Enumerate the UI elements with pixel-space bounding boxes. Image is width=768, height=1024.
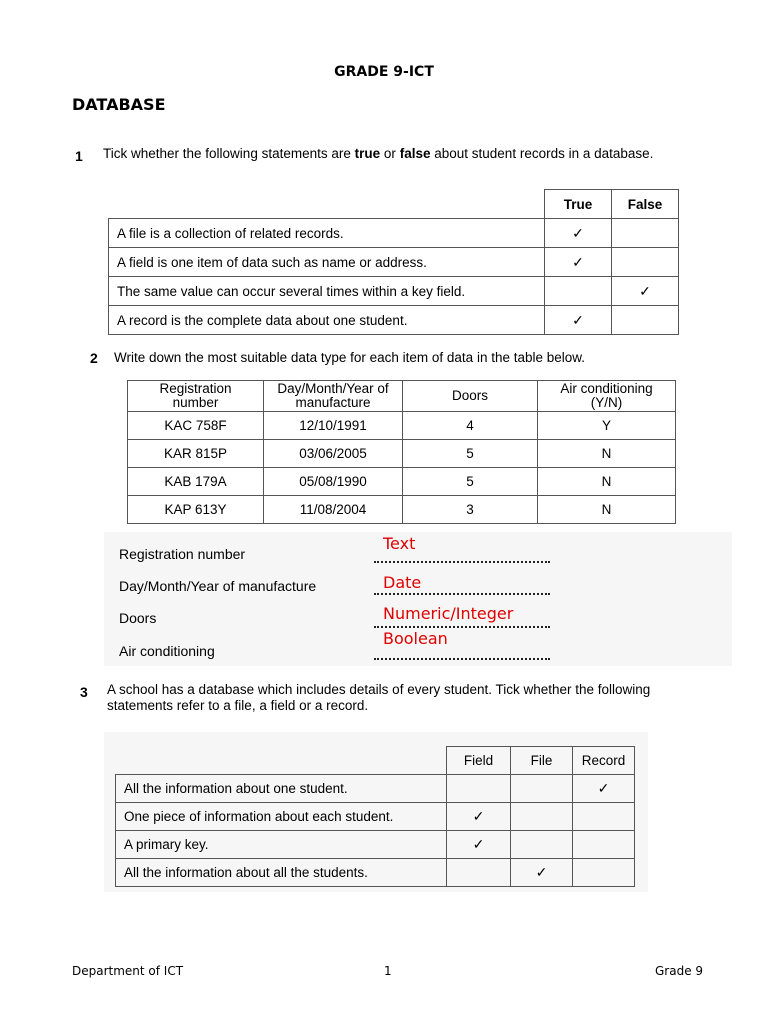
table-row	[116, 859, 635, 887]
header-doors	[403, 381, 538, 412]
q1-bold-true: true	[354, 146, 381, 161]
record-tick-cell[interactable]	[573, 859, 635, 887]
header-line: (Y/N)	[590, 395, 623, 410]
table-row	[109, 248, 679, 277]
question-2-text: Write down the most suitable data type for each item of data in the table below.	[114, 350, 586, 365]
cell-doors: 5	[403, 468, 538, 496]
table-header-row	[128, 381, 676, 412]
record-tick-cell[interactable]	[573, 831, 635, 859]
header-air-conditioning	[538, 381, 676, 412]
cell-air-conditioning: Y	[538, 412, 676, 440]
header-file: File	[511, 747, 573, 775]
true-tick-cell[interactable]: ✓	[545, 219, 612, 248]
true-tick-cell[interactable]	[545, 277, 612, 306]
table-row	[116, 831, 635, 859]
true-tick-cell[interactable]: ✓	[545, 306, 612, 335]
answer-date[interactable]: Date	[383, 573, 422, 592]
answer-label-doors: Doors	[119, 610, 157, 626]
header-date	[264, 381, 403, 412]
question-1-table	[108, 189, 679, 335]
question-3-table	[115, 746, 635, 887]
false-tick-cell[interactable]: ✓	[612, 277, 679, 306]
question-2-number: 2	[90, 350, 98, 366]
field-tick-cell[interactable]: ✓	[447, 831, 511, 859]
table-row	[128, 412, 676, 440]
file-tick-cell[interactable]	[511, 803, 573, 831]
q1-text-before: Tick whether the following statements are	[103, 146, 351, 161]
question-1-number: 1	[75, 148, 83, 164]
statement-cell: One piece of information about each student.	[116, 803, 447, 831]
cell-air-conditioning: N	[538, 440, 676, 468]
answer-label-date: Day/Month/Year of manufacture	[119, 578, 317, 594]
header-record: Record	[573, 747, 635, 775]
table-row	[116, 803, 635, 831]
table-row	[128, 496, 676, 524]
cell-registration: KAR 815P	[128, 440, 264, 468]
cell-registration: KAB 179A	[128, 468, 264, 496]
answer-line	[374, 658, 550, 660]
footer-grade: Grade 9	[655, 964, 704, 978]
cell-registration: KAC 758F	[128, 412, 264, 440]
record-tick-cell[interactable]	[573, 803, 635, 831]
question-2-table	[127, 380, 676, 524]
header-false: False	[612, 190, 679, 219]
answer-label-registration: Registration number	[119, 546, 246, 562]
answer-line	[374, 593, 550, 595]
table-row	[109, 219, 679, 248]
cell-doors: 4	[403, 412, 538, 440]
cell-doors: 3	[403, 496, 538, 524]
header-registration	[128, 381, 264, 412]
header-true: True	[545, 190, 612, 219]
cell-date: 05/08/1990	[264, 468, 403, 496]
table-header-row	[116, 747, 635, 775]
statement-cell: A file is a collection of related records.	[109, 219, 545, 248]
table-row	[109, 306, 679, 335]
statement-cell: A record is the complete data about one student.	[109, 306, 545, 335]
header-line: Registration	[159, 381, 232, 396]
cell-date: 03/06/2005	[264, 440, 403, 468]
q1-bold-false: false	[399, 146, 431, 161]
record-tick-cell[interactable]: ✓	[573, 775, 635, 803]
statement-cell: All the information about all the students.	[116, 859, 447, 887]
field-tick-cell[interactable]	[447, 775, 511, 803]
table-row	[128, 468, 676, 496]
question-3-number: 3	[80, 684, 88, 700]
false-tick-cell[interactable]	[612, 306, 679, 335]
answer-doors[interactable]: Numeric/Integer	[383, 604, 514, 623]
statement-cell: A field is one item of data such as name or address.	[109, 248, 545, 277]
header-field: Field	[447, 747, 511, 775]
header-line: number	[172, 395, 219, 410]
cell-registration: KAP 613Y	[128, 496, 264, 524]
file-tick-cell[interactable]: ✓	[511, 859, 573, 887]
true-tick-cell[interactable]: ✓	[545, 248, 612, 277]
table-row	[128, 440, 676, 468]
file-tick-cell[interactable]	[511, 775, 573, 803]
header-line: Day/Month/Year of	[277, 381, 389, 396]
question-1-text	[103, 146, 673, 162]
question-3-text: A school has a database which includes details of every student. Tick whether the following statements refer to a file, a field or a record.	[107, 682, 651, 713]
answer-line	[374, 626, 550, 628]
cell-air-conditioning: N	[538, 468, 676, 496]
file-tick-cell[interactable]	[511, 831, 573, 859]
section-heading: DATABASE	[72, 95, 166, 114]
answer-registration[interactable]: Text	[383, 534, 416, 553]
cell-date: 12/10/1991	[264, 412, 403, 440]
statement-cell: A primary key.	[116, 831, 447, 859]
cell-doors: 5	[403, 440, 538, 468]
false-tick-cell[interactable]	[612, 248, 679, 277]
table-header-row	[109, 190, 679, 219]
page-title: GRADE 9-ICT	[334, 64, 434, 80]
q1-text-or: or	[383, 146, 396, 161]
answer-label-air-conditioning: Air conditioning	[119, 643, 215, 659]
footer-page-number: 1	[384, 964, 392, 978]
field-tick-cell[interactable]: ✓	[447, 803, 511, 831]
header-line: manufacture	[295, 395, 371, 410]
field-tick-cell[interactable]	[447, 859, 511, 887]
statement-cell: The same value can occur several times within a key field.	[109, 277, 545, 306]
table-row	[109, 277, 679, 306]
cell-air-conditioning: N	[538, 496, 676, 524]
false-tick-cell[interactable]	[612, 219, 679, 248]
blank-cell	[109, 190, 545, 219]
table-row	[116, 775, 635, 803]
statement-cell: All the information about one student.	[116, 775, 447, 803]
blank-cell	[116, 747, 447, 775]
header-line: Air conditioning	[560, 381, 653, 396]
footer-department: Department of ICT	[72, 964, 184, 978]
cell-date: 11/08/2004	[264, 496, 403, 524]
answer-line	[374, 561, 550, 563]
q1-text-after: about student records in a database.	[434, 146, 654, 161]
header-line: Doors	[451, 388, 488, 403]
answer-air-conditioning[interactable]: Boolean	[383, 629, 448, 648]
